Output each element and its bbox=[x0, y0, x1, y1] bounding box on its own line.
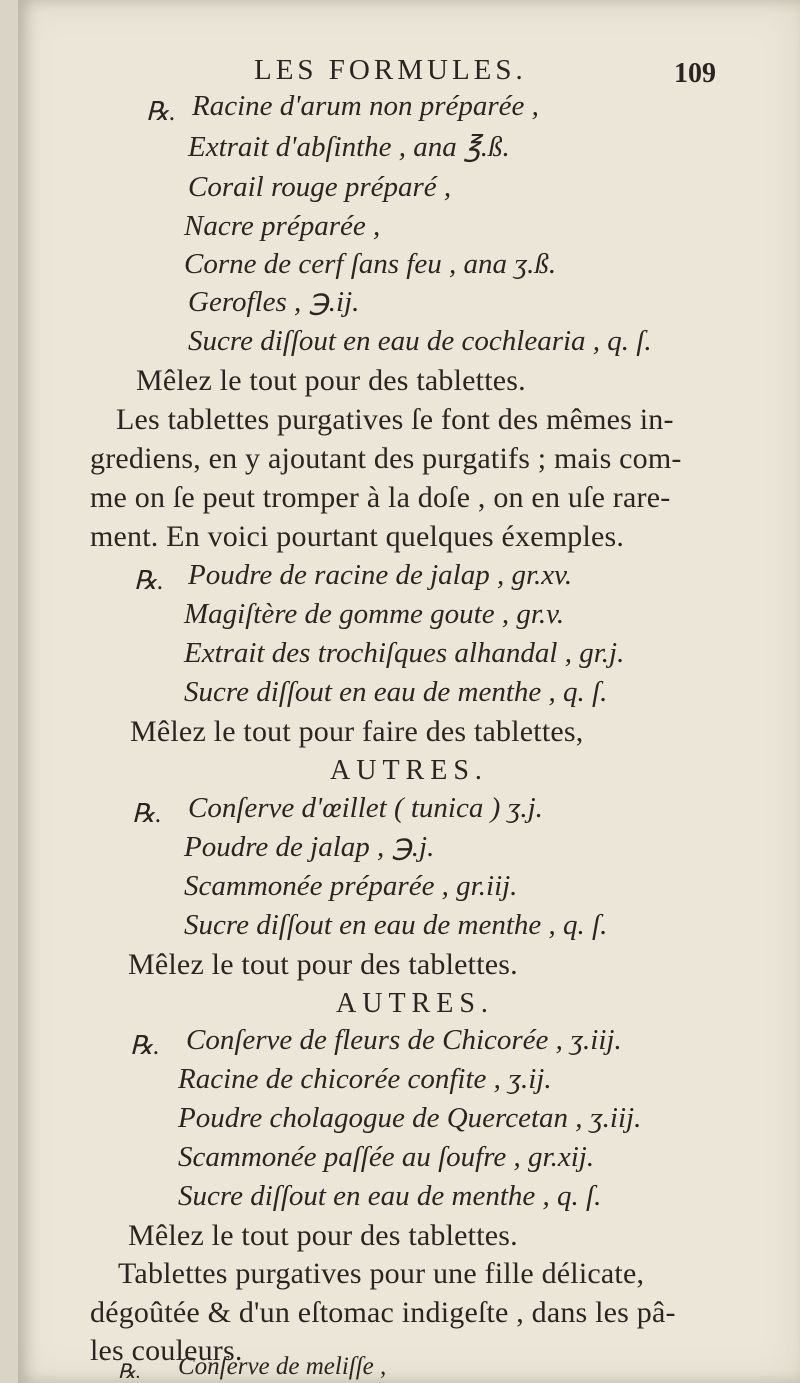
instruction: Mêlez le tout pour faire des tablettes, bbox=[130, 715, 584, 748]
section-heading: AUTRES. bbox=[330, 755, 488, 786]
recipe-symbol: ℞. bbox=[130, 1031, 160, 1060]
paragraph-line: grediens, en y ajoutant des purgatifs ; mais com- bbox=[90, 442, 682, 475]
recipe-line: Racine d'arum non préparée , bbox=[192, 90, 539, 122]
recipe-symbol: ℞. bbox=[134, 566, 164, 595]
recipe-line: Magiſtère de gomme goute , gr.v. bbox=[184, 598, 565, 630]
recipe-line: Conſerve de meliſſe , bbox=[178, 1353, 387, 1380]
recipe-line: Conſerve de fleurs de Chicorée , ʒ.iij. bbox=[186, 1024, 622, 1056]
instruction: Mêlez le tout pour des tablettes. bbox=[136, 364, 526, 397]
recipe-symbol: ℞. bbox=[146, 97, 176, 126]
recipe-line: Sucre diſſout en eau de cochlearia , q. ſ. bbox=[188, 325, 652, 357]
recipe-line: Corne de cerf ſans feu , ana ʒ.ß. bbox=[184, 248, 557, 280]
instruction: Mêlez le tout pour des tablettes. bbox=[128, 948, 518, 981]
recipe-line: Scammonée paſſée au ſoufre , gr.xij. bbox=[178, 1141, 595, 1173]
recipe-line: Sucre diſſout en eau de menthe , q. ſ. bbox=[178, 1180, 602, 1212]
recipe-line: Sucre diſſout en eau de menthe , q. ſ. bbox=[184, 909, 608, 941]
recipe-line: Poudre de jalap , ℈.j. bbox=[184, 831, 435, 863]
recipe-line: Gerofles , ℈.ij. bbox=[188, 286, 360, 318]
recipe-line: Sucre diſſout en eau de menthe , q. ſ. bbox=[184, 676, 608, 708]
paragraph-line: Tablettes purgatives pour une fille délicate, bbox=[118, 1257, 645, 1290]
instruction: Mêlez le tout pour des tablettes. bbox=[128, 1219, 518, 1252]
paragraph-line: dégoûtée & d'un eſtomac indigeſte , dans les pâ- bbox=[90, 1296, 676, 1329]
recipe-symbol: ℞. bbox=[118, 1361, 141, 1383]
recipe-line: Nacre préparée , bbox=[184, 210, 381, 242]
paragraph-line: les couleurs. bbox=[90, 1334, 243, 1367]
recipe-line: Scammonée préparée , gr.iij. bbox=[184, 870, 518, 902]
paragraph-line: Les tablettes purgatives ſe font des mêmes in- bbox=[116, 403, 674, 436]
book-page bbox=[18, 0, 800, 1383]
section-heading: AUTRES. bbox=[336, 988, 494, 1019]
recipe-line: Conſerve d'œillet ( tunica ) ʒ.j. bbox=[188, 792, 543, 824]
paragraph-line: me on ſe peut tromper à la doſe , on en uſe rare- bbox=[90, 481, 671, 514]
recipe-symbol: ℞. bbox=[132, 799, 162, 828]
paragraph-line: ment. En voici pourtant quelques éxemples. bbox=[90, 520, 625, 553]
recipe-line: Poudre de racine de jalap , gr.xv. bbox=[188, 559, 573, 591]
recipe-line: Extrait d'abſinthe , ana ℥.ß. bbox=[188, 131, 510, 163]
recipe-line: Racine de chicorée confite , ʒ.ij. bbox=[178, 1063, 552, 1095]
recipe-line: Corail rouge préparé , bbox=[188, 171, 452, 203]
recipe-line: Poudre cholagogue de Quercetan , ʒ.iij. bbox=[178, 1102, 642, 1134]
running-head: LES FORMULES. bbox=[254, 54, 527, 86]
page-number: 109 bbox=[674, 58, 716, 89]
recipe-line: Extrait des trochiſques alhandal , gr.j. bbox=[184, 637, 625, 669]
